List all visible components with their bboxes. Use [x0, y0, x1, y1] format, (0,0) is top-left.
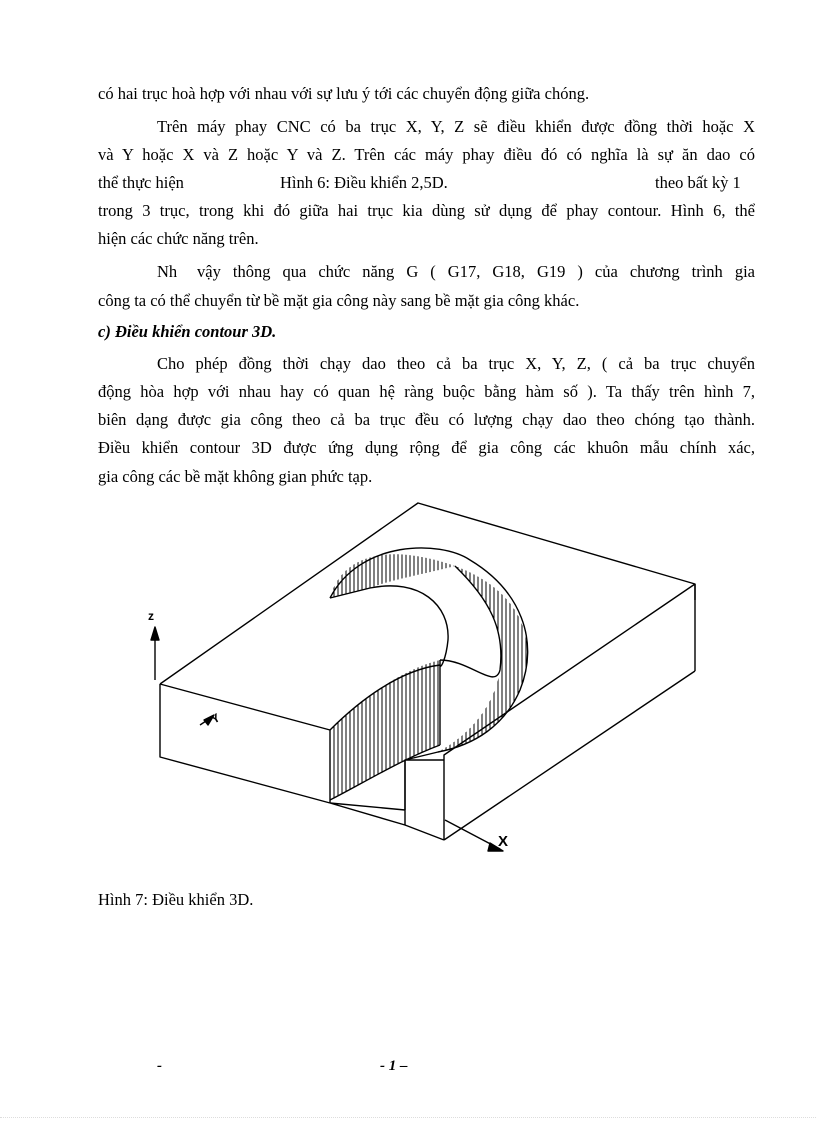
page-number: - 1 –: [380, 1058, 408, 1074]
paragraph-line: trong 3 trục, trong khi đó giữa hai trục kia dùng sử dụng để phay contour. Hình 6, thể: [98, 201, 755, 220]
block-left-edge: [160, 684, 330, 803]
paragraph-line: gia công các bề mặt không gian phức tạp.: [98, 467, 373, 486]
paragraph-line: biên dạng được gia công theo cả ba trục đều có lượng chạy dao theo chóng tạo thành.: [98, 410, 755, 429]
paragraph-line: vậy thông qua chức năng G ( G17, G18, G19 ) của chương trình gia: [197, 262, 755, 281]
paragraph-line: Trên máy phay CNC có ba trục X, Y, Z sẽ điều khiển được đồng thời hoặc X: [157, 117, 755, 136]
paragraph-line: hiện các chức năng trên.: [98, 229, 259, 248]
page-bottom-rule: [0, 1117, 816, 1118]
groove-wall-left: [330, 660, 440, 800]
paragraph-line: và Y hoặc X và Z hoặc Y và Z. Trên các máy phay điều đó có nghĩa là sự ăn dao có: [98, 145, 755, 164]
groove-wall-right: [438, 566, 527, 752]
groove-top-hatch: [330, 554, 455, 598]
section-heading: c) Điều khiển contour 3D.: [98, 322, 277, 341]
figure-6-caption-overlay: Hình 6: Điều khiển 2,5D.: [280, 173, 448, 192]
block-top-left-front: [160, 684, 330, 730]
block-right-bottom: [444, 671, 695, 840]
paragraph-line: Nh: [157, 262, 178, 281]
block-front-right: [405, 825, 444, 840]
paragraph-line: có hai trục hoà hợp với nhau với sự lưu ý tới các chuyển động giữa chóng.: [98, 84, 590, 103]
groove-inner-curve: [440, 566, 501, 677]
figure-caption: Hình 7: Điều khiển 3D.: [98, 890, 254, 909]
y-axis-label: Y: [208, 710, 223, 727]
paragraph-line: Điều khiển contour 3D được ứng dụng rộng để gia công các khuôn mẫu chính xác,: [98, 438, 755, 457]
x-axis-label: X: [498, 833, 509, 850]
paragraph-line: động hòa hợp với nhau hay có quan hệ ràng buộc bằng hàm số ). Ta thấy trên hình 7,: [98, 382, 755, 401]
footer-dash: -: [157, 1058, 162, 1074]
z-axis-arrow: [151, 627, 159, 640]
paragraph-line: công ta có thể chuyển từ bề mặt gia công này sang bề mặt gia công khác.: [98, 291, 580, 310]
paragraph-line: thể thực hiện: [98, 173, 184, 192]
z-axis-label: z: [148, 609, 154, 623]
paragraph-line: Cho phép đồng thời chạy dao theo cả ba trục X, Y, Z, ( cả ba trục chuyển: [157, 354, 755, 373]
paragraph-line: theo bất kỳ 1: [655, 173, 741, 192]
